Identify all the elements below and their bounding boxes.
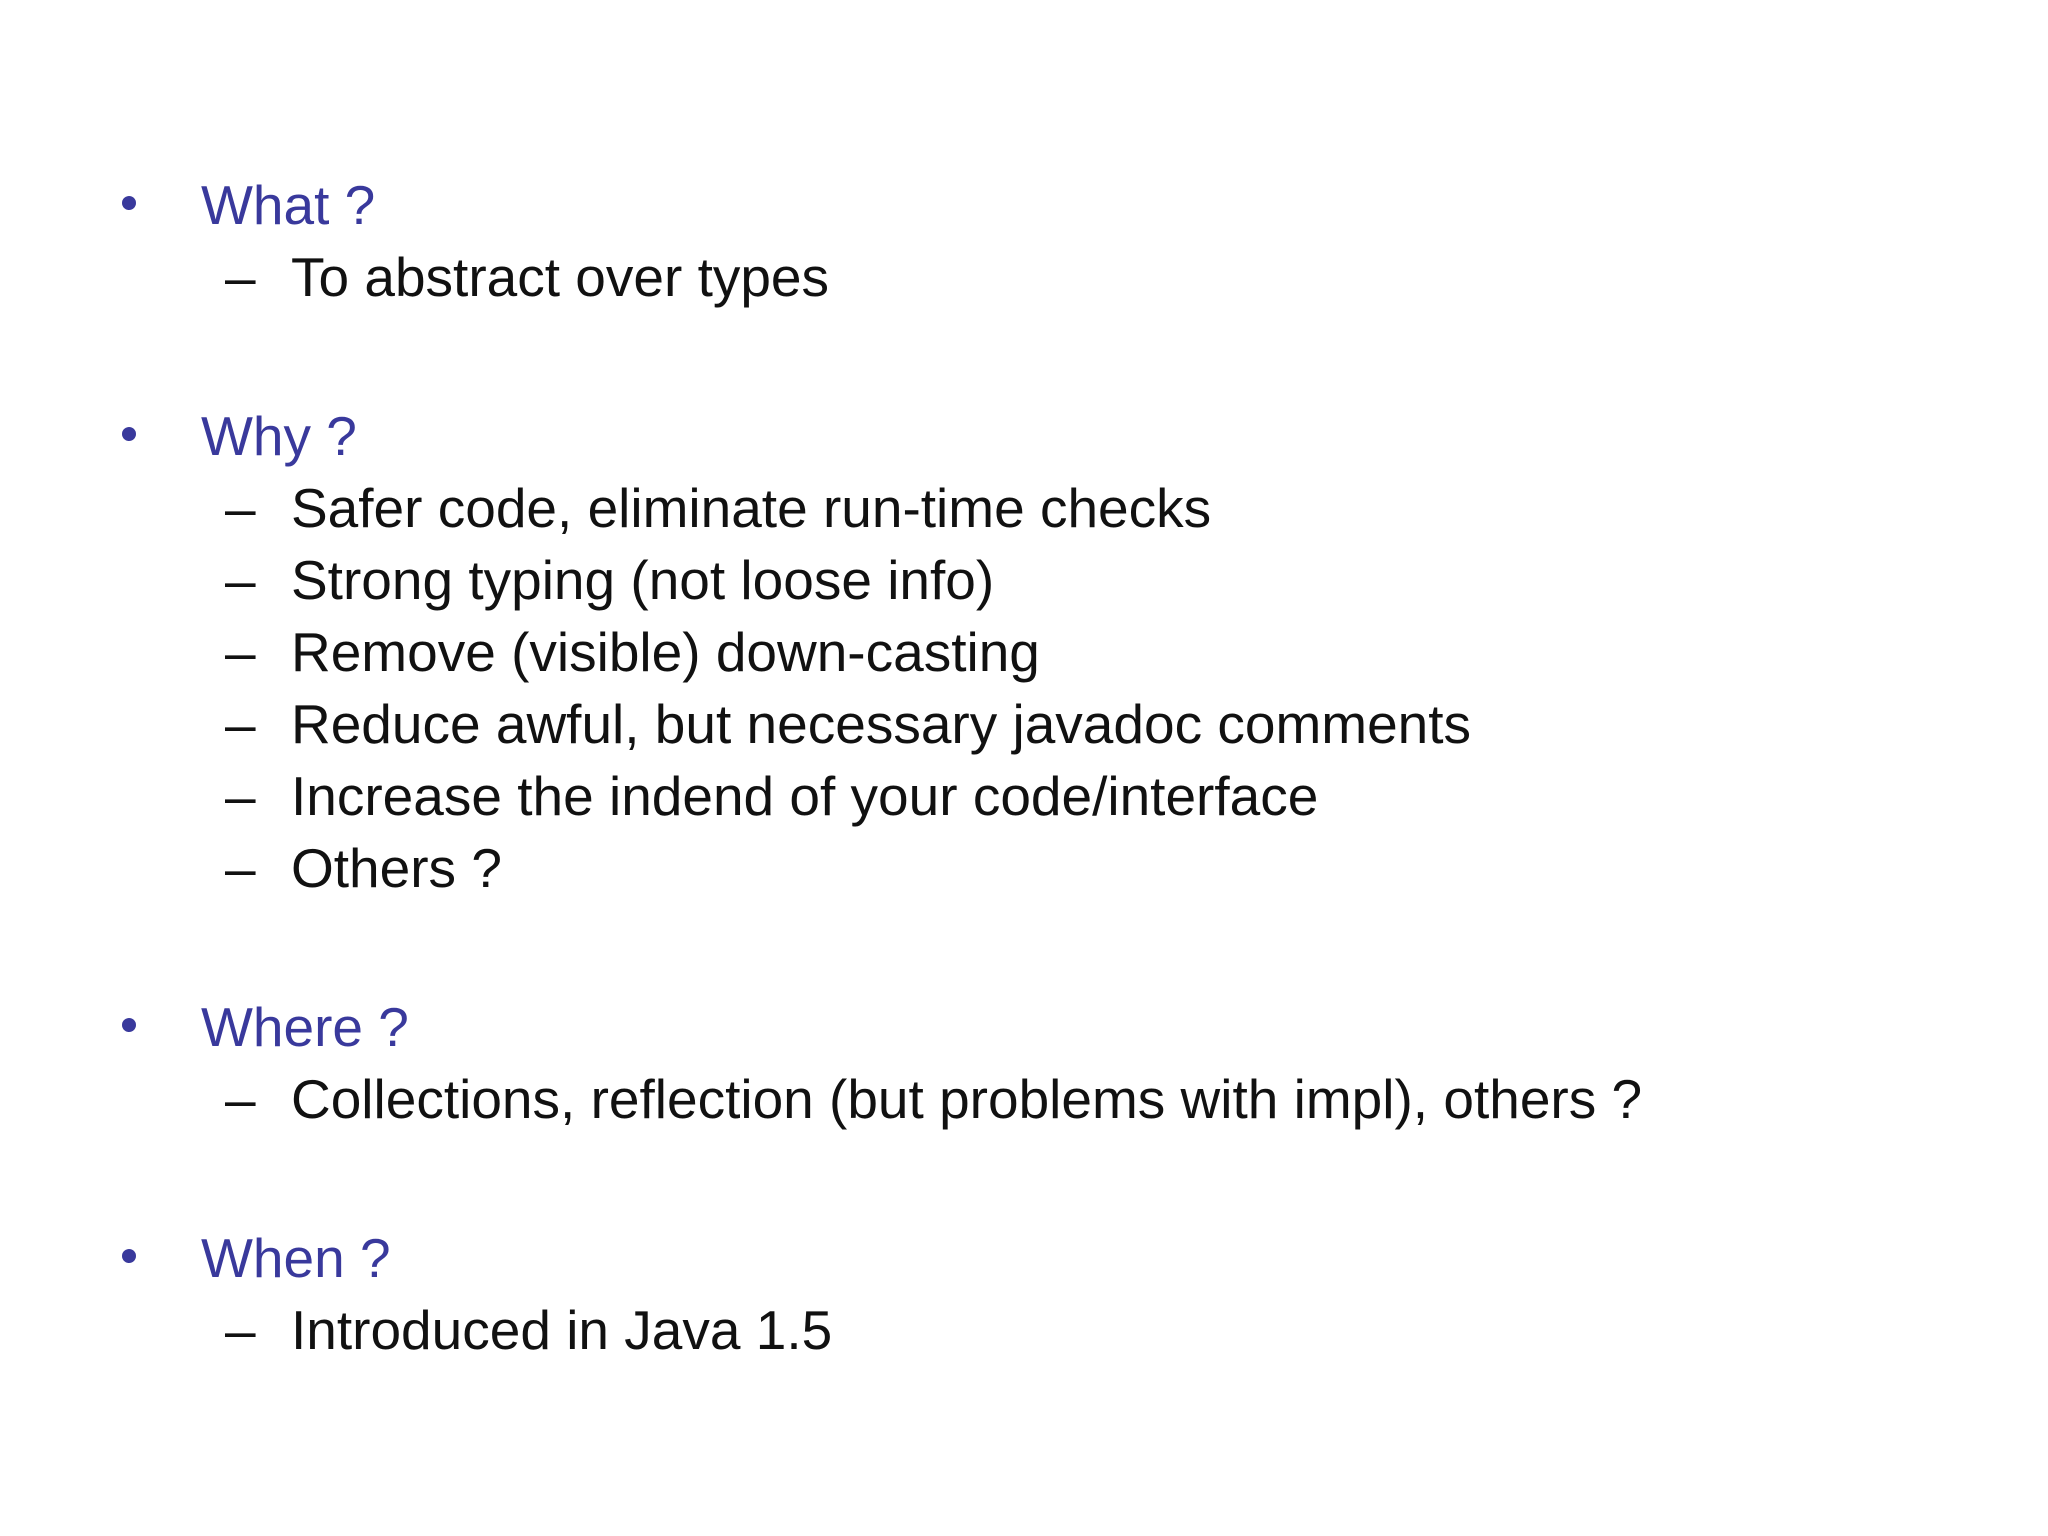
sub-list: [122, 240, 2002, 312]
sub-item: [122, 240, 2002, 312]
bullet-row: [122, 399, 2002, 471]
dash-icon: –: [225, 477, 256, 539]
sub-list: [122, 1062, 2002, 1134]
bullet-dot-icon: [122, 196, 136, 210]
sub-item: [122, 1062, 2002, 1134]
sub-list: [122, 471, 2002, 903]
sub-item-text: Increase the indend of your code/interface: [291, 765, 1319, 827]
section-when: [122, 1221, 2002, 1365]
sub-item: [122, 615, 2002, 687]
bullet-dot-icon: [122, 427, 136, 441]
sub-item-text: Introduced in Java 1.5: [291, 1299, 833, 1361]
sub-item: [122, 1293, 2002, 1365]
section-heading: When ?: [201, 1227, 391, 1289]
dash-icon: –: [225, 837, 256, 899]
section-heading: What ?: [201, 174, 376, 236]
sub-item: [122, 687, 2002, 759]
section-heading: Why ?: [201, 405, 357, 467]
sub-item-text: Strong typing (not loose info): [291, 549, 995, 611]
dash-icon: –: [225, 765, 256, 827]
sub-item: [122, 543, 2002, 615]
sub-item-text: Reduce awful, but necessary javadoc comments: [291, 693, 1472, 755]
bullet-dot-icon: [122, 1249, 136, 1263]
sub-item-text: Others ?: [291, 837, 502, 899]
dash-icon: –: [225, 549, 256, 611]
dash-icon: –: [225, 1299, 256, 1361]
section-why: [122, 399, 2002, 903]
dash-icon: –: [225, 693, 256, 755]
bullet-dot-icon: [122, 1018, 136, 1032]
dash-icon: –: [225, 621, 256, 683]
sub-item-text: To abstract over types: [291, 246, 830, 308]
section-what: [122, 168, 2002, 312]
sub-item: [122, 471, 2002, 543]
section-heading: Where ?: [201, 996, 409, 1058]
slide-content: [122, 168, 2002, 1452]
dash-icon: –: [225, 1068, 256, 1130]
dash-icon: –: [225, 246, 256, 308]
sub-item-text: Collections, reflection (but problems with impl), others ?: [291, 1068, 1643, 1130]
bullet-row: [122, 168, 2002, 240]
sub-item: [122, 831, 2002, 903]
sub-item-text: Safer code, eliminate run-time checks: [291, 477, 1212, 539]
sub-item-text: Remove (visible) down-casting: [291, 621, 1040, 683]
sub-item: [122, 759, 2002, 831]
bullet-row: [122, 990, 2002, 1062]
sub-list: [122, 1293, 2002, 1365]
section-where: [122, 990, 2002, 1134]
bullet-row: [122, 1221, 2002, 1293]
